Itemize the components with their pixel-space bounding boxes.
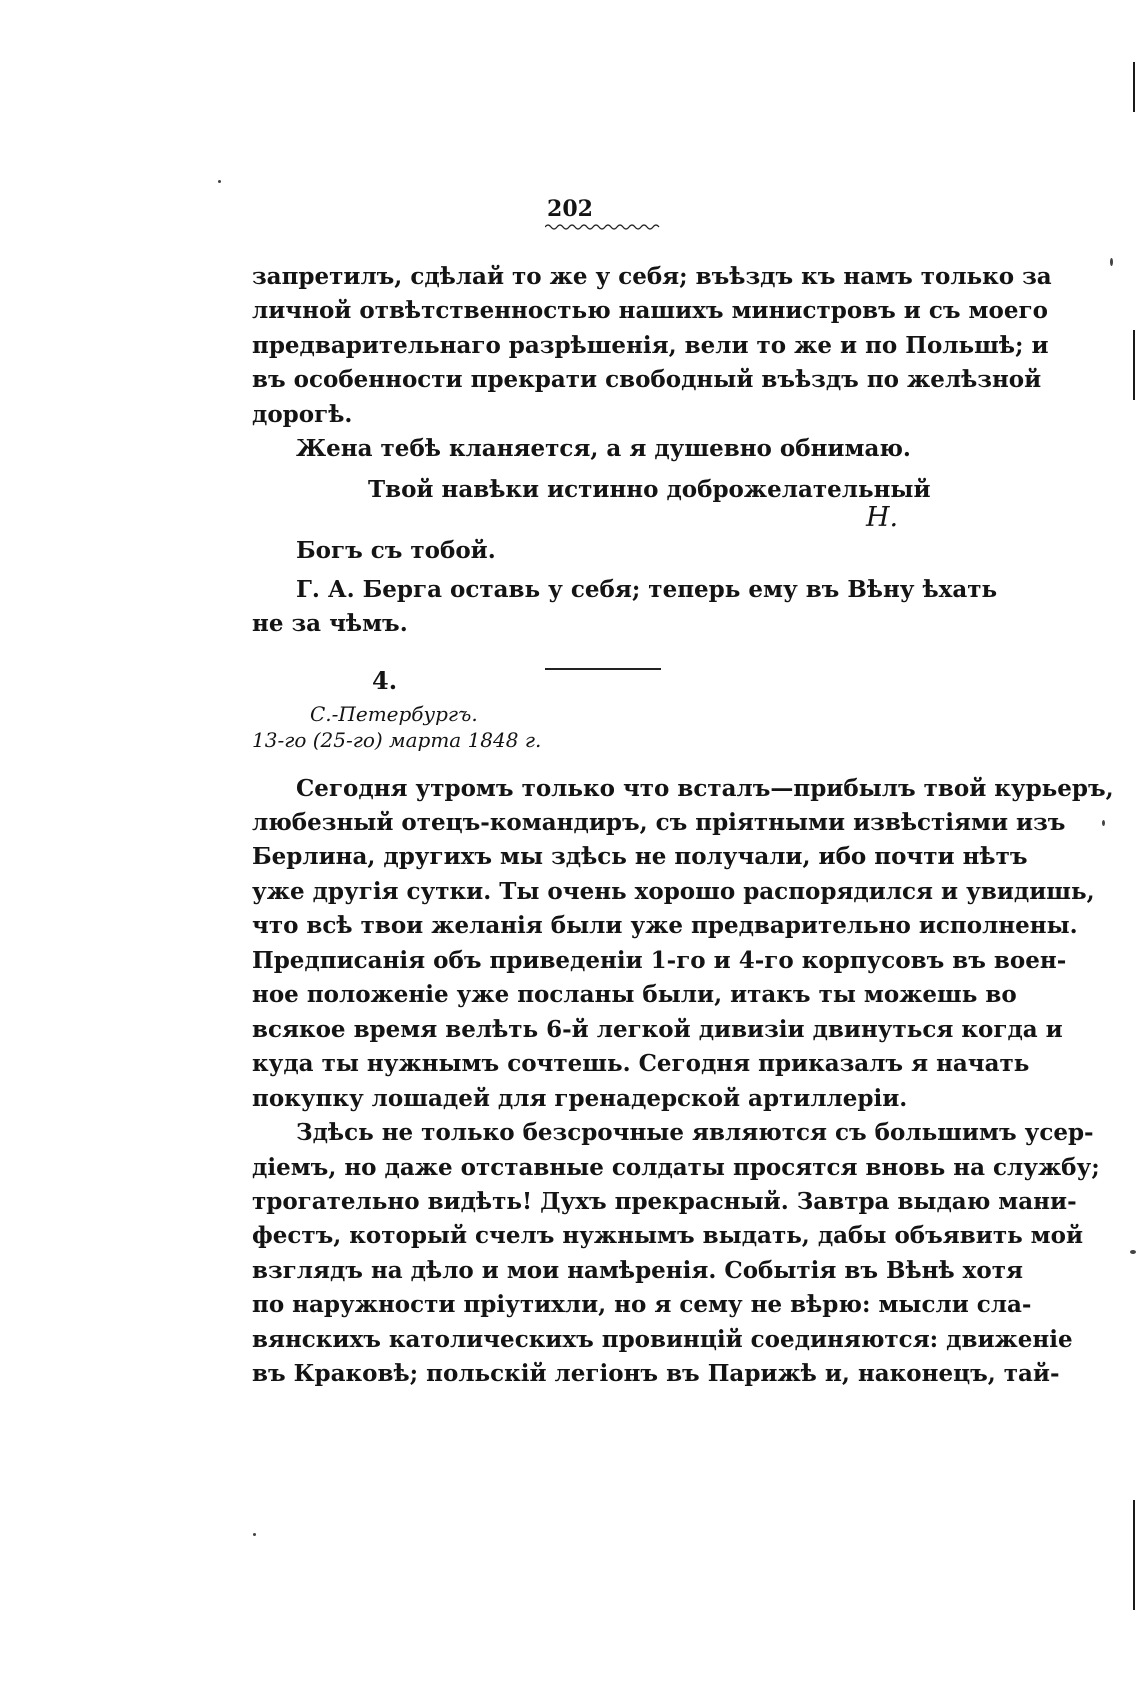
scan-speck [1110, 258, 1113, 266]
paragraph-line: фестъ, который счелъ нужнымъ выдать, дабы объявить мой [252, 1222, 1084, 1249]
signature-initial: Н. [866, 502, 899, 533]
page-number: 202 [547, 196, 593, 222]
paragraph-line: трогательно видѣть! Духъ прекрасный. Завтра выдаю мани- [252, 1188, 1077, 1215]
paragraph-line: Здѣсь не только безсрочные являются съ большимъ усер- [296, 1119, 1094, 1146]
letter-date: 13-го (25-го) марта 1848 г. [252, 728, 542, 752]
scan-speck [1102, 820, 1105, 826]
scan-edge-mark [1133, 1500, 1135, 1610]
section-divider [545, 668, 661, 670]
continuation-line: личной отвѣтственностью нашихъ министровъ и съ моего [252, 297, 1048, 324]
continuation-line: дорогѣ. [252, 401, 353, 428]
scan-speck [1130, 1250, 1136, 1254]
paragraph-line: куда ты нужнымъ сочтешь. Сегодня приказалъ я начать [252, 1050, 1030, 1077]
scan-edge-mark [1133, 62, 1135, 112]
paragraph-line: уже другія сутки. Ты очень хорошо распорядился и увидишь, [252, 878, 1095, 905]
paragraph-line: всякое время велѣть 6-й легкой дивизіи двинуться когда и [252, 1016, 1063, 1043]
closing-line: Твой навѣки истинно доброжелательный [368, 476, 931, 503]
paragraph-line: по наружности пріутихли, но я сему не вѣрю: мысли сла- [252, 1291, 1032, 1318]
blessing-line: Богъ съ тобой. [296, 537, 496, 564]
paragraph-line: въ Краковѣ; польскій легіонъ въ Парижѣ и, наконецъ, тай- [252, 1360, 1060, 1387]
letter-place: С.-Петербургъ. [310, 702, 478, 726]
continuation-line: предварительнаго разрѣшенія, вели то же и по Польшѣ; и [252, 332, 1049, 359]
paragraph-line: Берлина, другихъ мы здѣсь не получали, ибо почти нѣтъ [252, 843, 1028, 870]
greeting-line: Жена тебѣ кланяется, а я душевно обнимаю. [296, 435, 911, 462]
continuation-line: въ особенности прекрати свободный въѣздъ по желѣзной [252, 366, 1042, 393]
paragraph-line: вянскихъ католическихъ провинцій соединяются: движеніе [252, 1326, 1073, 1353]
page-number-ornament [545, 222, 660, 232]
paragraph-line: ное положеніе уже посланы были, итакъ ты можешь во [252, 981, 1017, 1008]
paragraph-line: Предписанія объ приведеніи 1-го и 4-го корпусовъ въ воен- [252, 947, 1067, 974]
paragraph-line: діемъ, но даже отставные солдаты просятся вновь на службу; [252, 1154, 1100, 1181]
continuation-line: запретилъ, сдѣлай то же у себя; въѣздъ къ намъ только за [252, 263, 1052, 290]
paragraph-line: что всѣ твои желанія были уже предварительно исполнены. [252, 912, 1078, 939]
postscript-line: не за чѣмъ. [252, 610, 408, 637]
postscript-line: Г. А. Берга оставь у себя; теперь ему въ Вѣну ѣхать [296, 576, 998, 603]
paragraph-line: любезный отецъ-командиръ, съ пріятными извѣстіями изъ [252, 809, 1066, 836]
scan-speck [218, 180, 221, 183]
paragraph-line: взглядъ на дѣло и мои намѣренія. Событія въ Вѣнѣ хотя [252, 1257, 1023, 1284]
paragraph-line: Сегодня утромъ только что всталъ—прибылъ твой курьеръ, [296, 775, 1114, 802]
paragraph-line: покупку лошадей для гренадерской артиллеріи. [252, 1085, 908, 1112]
scan-edge-mark [1133, 330, 1135, 400]
scan-speck [253, 1533, 256, 1536]
letter-number: 4. [372, 666, 398, 695]
